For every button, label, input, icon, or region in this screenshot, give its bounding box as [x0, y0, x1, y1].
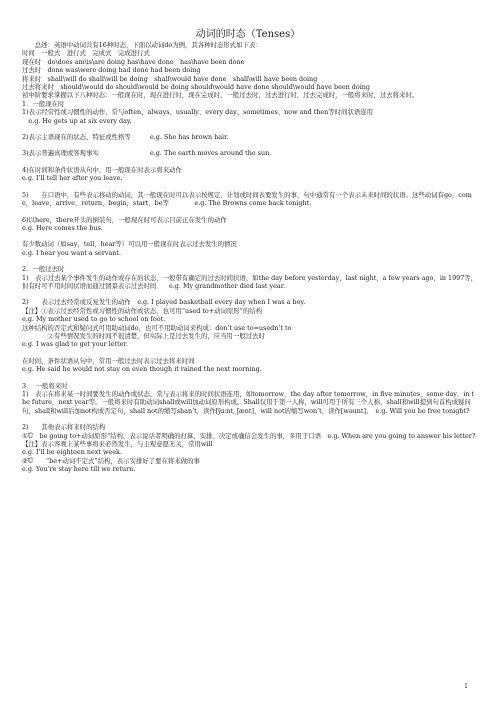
body-line: ②有些情况发生的时间不很清楚，但实际上是过去发生的，应当用一般过去时	[22, 331, 265, 340]
body-line: 过去将来时 should\would do should\would be doing should\would have done should\would have been doing	[22, 83, 370, 92]
document-body	[22, 41, 478, 474]
body-line: 2) 表示过去经常或反复发生的动作 e.g. I played basketball every day when I was a boy.	[22, 298, 306, 307]
body-line: 将来时 shall\will do shall\will be doing shall\would have done shall\will have been doing	[22, 74, 318, 83]
body-line: ①Ü be going to+动词原形”结构，表示说话者明确的打算、安排、决定或确信会发生的事，多用于口语 e.g. When are you going to answer his letter?	[22, 431, 476, 440]
body-line: ②Ü “be+动词不定式”结构，表示安排好了要在将来做的事	[22, 456, 200, 465]
body-line: 2) 其他表示将来时的结构	[22, 423, 106, 432]
paragraph-gap	[22, 183, 478, 191]
page-title: 动词的时态（Tenses）	[195, 29, 301, 40]
body-line: 现在时 do\does am\is\are doing has\have done has\have been done	[22, 57, 245, 66]
body-line: 1．一般现在时	[22, 99, 65, 108]
body-line: 6)以here，there开头的倒装句，一般现在时可表示目前正在发生的动作	[22, 215, 227, 224]
body-line: 【注】表示客观上某些事将来必然发生，与主观意愿无关，常用will	[22, 440, 213, 449]
body-line: 1) 表示过去某个事件发生的动作或存在的状态，一般带有确定的过去时间状语，如the day before yesterday，last night，a few years ago，in 1997等，但有时可不用时间状语而通过情景表示过去时间 e.g. My grandmother died last year.	[22, 273, 478, 290]
body-line: 1) 表示在将来某一时间要发生的动作或状态，常与表示将来的时间状语连用，如tomorrow，the day after tomorrow，in five minutes，some day，in the future，next year等。一般将来时有助动词shall或will加动词原形构成。Shall仅用于第一人称，will可用于所有三个人称，shall和will提到句首构成疑问句，shall和will后加not构成否定句，shall not的缩写shan’t，读作[ʃɑ:nt, ʃænt]，will not的缩写won’t，读作[wəunt]。 e.g. Will you be free tonight?	[22, 390, 475, 415]
body-line: 初中阶要求掌握以下八种时态：一般现在时，现在进行时，现在完成时，一般过去时，过去进行时，过去完成时，一般将来时，过去将来时。	[22, 91, 419, 100]
body-line: 总述：英语中动词共有16种时态，下面以动词do为例，其各种时态形式如下表：	[22, 41, 262, 49]
body-line: 过去时 done was\were doing had done had been doing	[22, 66, 201, 75]
body-line: e.g. I’ll be eighteen next week.	[22, 448, 122, 457]
body-line: 有少数动词（如say，tell，hear等）可以用一般现在时表示过去发生的情况	[22, 240, 237, 249]
paragraph-gap	[22, 257, 478, 265]
body-line: e.g. I’ll tell her after you leave.	[22, 174, 123, 183]
body-line: 时间 一般式 进行式 完成式 完成进行式	[22, 49, 150, 58]
paragraph-gap	[22, 125, 478, 133]
paragraph-gap	[22, 349, 478, 357]
body-line: e.g. I hear you want a servant.	[22, 248, 122, 257]
body-line: e.g. My mother used to go to school on foot.	[22, 315, 166, 324]
paragraph-gap	[22, 208, 478, 216]
body-line: 【注】①表示过去经常性或习惯性的动作或状态，也可用“used to+动词原形”的结构	[22, 306, 263, 315]
paragraph-gap	[22, 158, 478, 166]
body-line: e.g. Here comes the bus.	[22, 223, 103, 232]
body-line: 3． 一般将来时	[22, 381, 68, 390]
body-line: 这种结构的否定式和疑问式可用助动词do，也可不用助动词来构成：don’t use to=usedn’t to	[22, 323, 292, 332]
body-line: e.g. He said he would not stay on even though it rained the next morning.	[22, 365, 262, 374]
body-line: e.g. I was glad to get your letter.	[22, 340, 128, 349]
body-line: e.g. He gets up at six every day.	[22, 116, 132, 125]
body-line: e.g. You’re stay here till we return.	[22, 465, 136, 474]
page-number: 1	[464, 683, 468, 690]
paragraph-gap	[22, 374, 478, 382]
body-line: 1)表示经常性或习惯性的动作，常与often、always、usually、every day、sometimes、now and then等时间状语连用	[22, 108, 374, 117]
body-line: 2．一般过去时	[22, 265, 65, 274]
body-line: 3)表示普遍真理或客观事实 e.g. The earth moves around the sun.	[22, 149, 272, 158]
body-line: 在时间、条件状语从句中，常用一般过去时表示过去将来时间	[22, 356, 195, 365]
body-line: 2)表示主语现在的状态、特征或性格等 e.g. She has brown hair.	[22, 133, 229, 142]
body-line: 5) 在口语中，有些表示移动的动词，其一般现在时可以表示按规定、计划或时间表要发生的事，句中通常有一个表示未来时间的状语。这些动词有go，come，leave，arrive，return，begin，start，be等 e.g. The Browns come back tonight.	[22, 190, 472, 208]
body-line: 4)在时间和条件状语从句中，用一般现在时表示将来动作	[22, 165, 182, 174]
